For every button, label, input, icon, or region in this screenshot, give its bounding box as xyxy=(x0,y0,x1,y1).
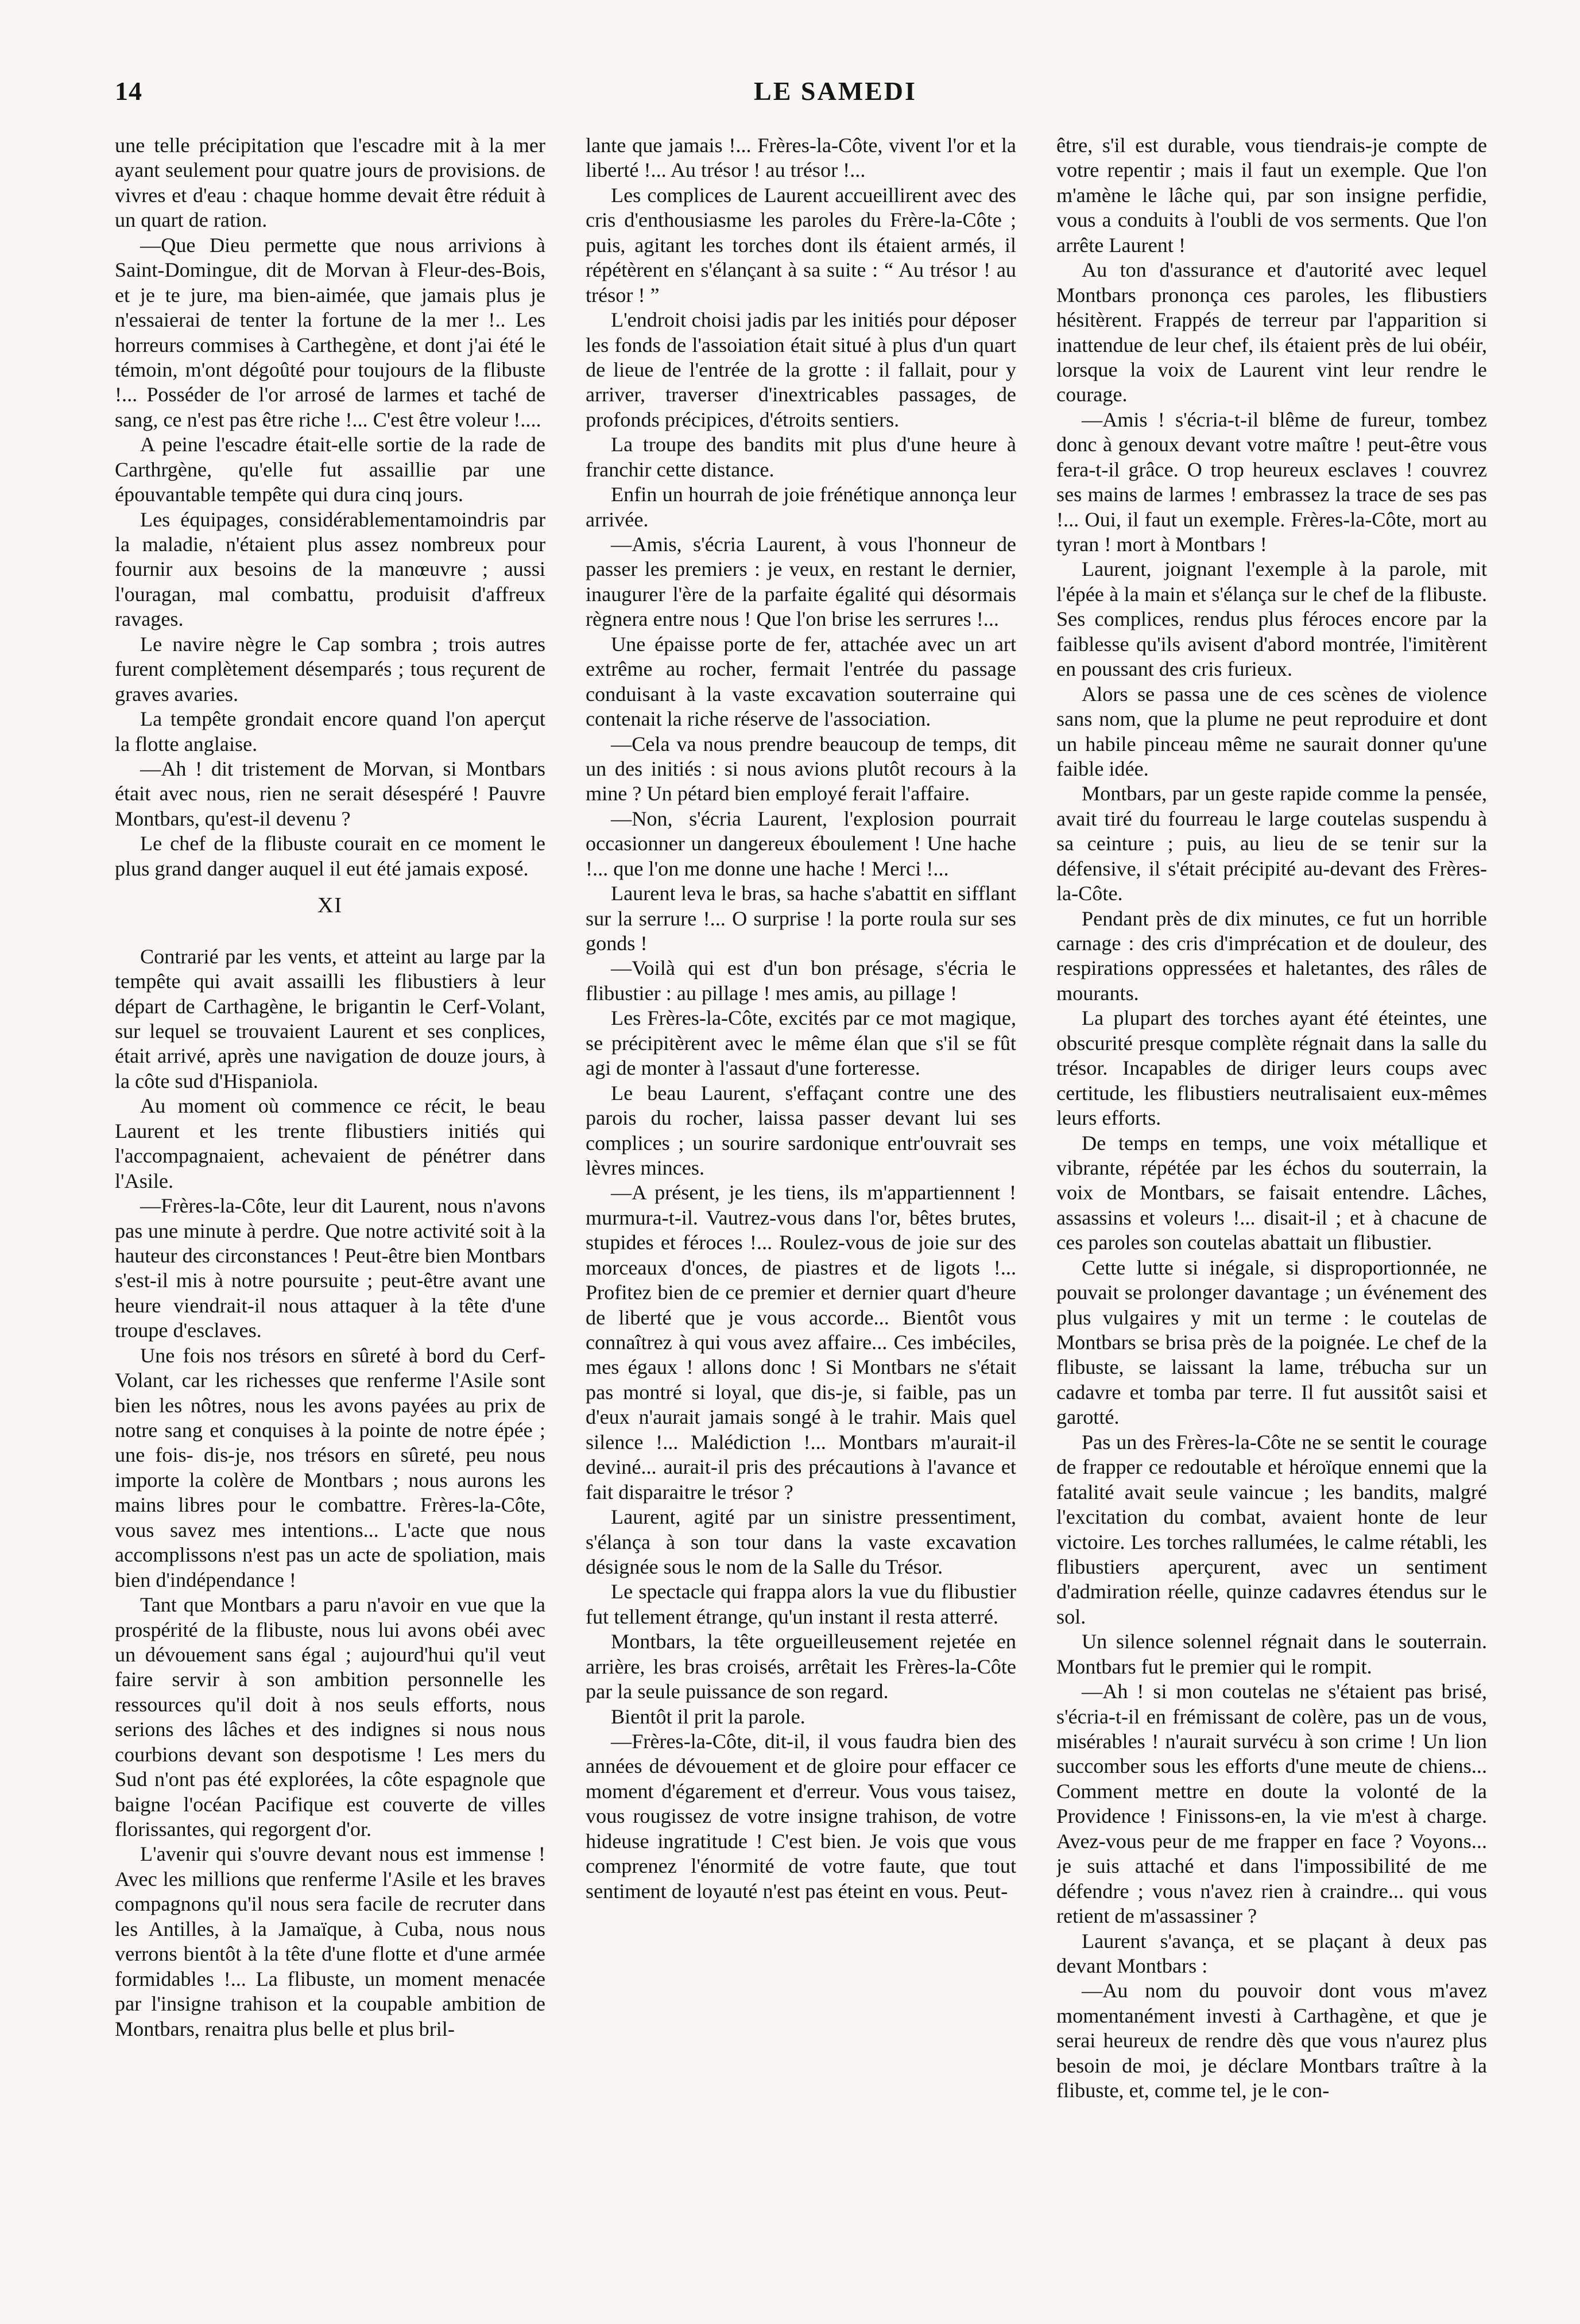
paragraph: Une fois nos trésors en sûreté à bord du Cerf-Volant, car les richesses que renferme l'Asile sont bien les nôtres, nous les avons payées au prix de notre sang et conquises à la pointe de notre épée ; une fois- dis-je, nos trésors en sûreté, peu nous importe la colère de Montbars ; nous aurons les mains libres pour le combattre. Frères-la-Côte, vous savez mes intentions... L'acte que nous accomplissons n'est pas un acte de spoliation, mais bien d'indépendance ! xyxy=(115,1343,545,1591)
paragraph: Les complices de Laurent accueillirent avec des cris d'enthousiasme les paroles du Frère-la-Côte ; puis, agitant les torches dont ils étaient armés, il répétèrent en s'élançant à sa suite : “ Au trésor ! au trésor ! ” xyxy=(586,183,1016,307)
paragraph: —Frères-la-Côte, leur dit Laurent, nous n'avons pas une minute à perdre. Que notre activité soit à la hauteur des circonstances ! Peut-être bien Montbars s'est-il mis à notre poursuite ; peut-être avant une heure viendrait-il nous attaquer à la tête d'une troupe d'esclaves. xyxy=(115,1194,545,1342)
paragraph: Le spectacle qui frappa alors la vue du flibustier fut tellement étrange, qu'un instant il resta atterré. xyxy=(586,1580,1016,1628)
paragraph: —Ah ! dit tristement de Morvan, si Montbars était avec nous, rien ne serait désespéré ! Pauvre Montbars, qu'est-il devenu ? xyxy=(115,757,545,830)
paragraph: Laurent, joignant l'exemple à la parole, mit l'épée à la main et s'élança sur le chef de la flibuste. Ses complices, rendus plus féroces encore par la faiblesse qu'ils avisent d'abord montrée, l'imitèrent en poussant des cris furieux. xyxy=(1056,557,1487,681)
paragraph: De temps en temps, une voix métallique et vibrante, répétée par les échos du souterrain, la voix de Montbars, se faisait entendre. Lâches, assassins et voleurs !... disait-il ; et à chacune de ces paroles son coutelas abattait un flibustier. xyxy=(1056,1131,1487,1254)
paragraph: —Ah ! si mon coutelas ne s'étaient pas brisé, s'écria-t-il en frémissant de colère, pas un de vous, misérables ! n'aurait survécu à son crime ! Un lion succomber sous les efforts d'une meute de chiens... Comment mettre en doute la volonté de la Providence ! Finissons-en, la vie m'est à charge. Avez-vous peur de me frapper en face ? Voyons... je suis attaché et dans l'impossibilité de me défendre ; vous n'avez rien à craindre... qui vous retient de m'assassiner ? xyxy=(1056,1680,1487,1928)
paragraph: —Au nom du pouvoir dont vous m'avez momentanément investi à Carthagène, et que je serai heureux de rendre dès que vous n'aurez plus besoin de moi, je déclare Montbars traître à la flibuste, et, comme tel, je le con- xyxy=(1056,1979,1487,2102)
paragraph: L'avenir qui s'ouvre devant nous est immense ! Avec les millions que renferme l'Asile et les braves compagnons qu'il nous sera facile de recruter dans les Antilles, à la Jamaïque, à Cuba, nous nous verrons bientôt à la tête d'une flotte et d'une armée formidables !... La flibuste, un moment menacée par l'insigne trahison et la coupable ambition de Montbars, renaitra plus belle et plus bril- xyxy=(115,1842,545,2040)
paragraph: Le navire nègre le Cap sombra ; trois autres furent complètement désemparés ; tous reçurent de graves avaries. xyxy=(115,632,545,706)
paragraph: A peine l'escadre était-elle sortie de la rade de Carthrgène, qu'elle fut assaillie par une épouvantable tempête qui dura cinq jours. xyxy=(115,433,545,506)
paragraph: Laurent leva le bras, sa hache s'abattit en sifflant sur la serrure !... O surprise ! la porte roula sur ses gonds ! xyxy=(586,882,1016,955)
paragraph: —Non, s'écria Laurent, l'explosion pourrait occasionner un dangereux éboulement ! Une hache !... que l'on me donne une hache ! Merci !... xyxy=(586,807,1016,880)
paragraph: La tempête grondait encore quand l'on aperçut la flotte anglaise. xyxy=(115,707,545,756)
paragraph: Montbars, par un geste rapide comme la pensée, avait tiré du fourreau le large coutelas suspendu à sa ceinture ; puis, au lieu de se tenir sur la défensive, il s'était précipité au-devant des Frères-la-Côte. xyxy=(1056,782,1487,905)
chapter-heading: XI xyxy=(317,893,343,918)
paragraph: Laurent, agité par un sinistre pressentiment, s'élança à son tour dans la vaste excavation désignée sous le nom de la Salle du Trésor. xyxy=(586,1505,1016,1578)
paragraph: —Amis ! s'écria-t-il blême de fureur, tombez donc à genoux devant votre maître ! peut-être vous fera-t-il grâce. O trop heureux esclaves ! couvrez ses mains de larmes ! embrassez la trace de ses pas !... Oui, il faut un exemple. Frères-la-Côte, mort au tyran ! mort à Montbars ! xyxy=(1056,408,1487,556)
text-column-1 xyxy=(115,133,545,2303)
paragraph: Une épaisse porte de fer, attachée avec un art extrême au rocher, fermait l'entrée du passage conduisant à la vaste excavation souterraine qui contenait la riche réserve de l'association. xyxy=(586,632,1016,731)
paragraph: Un silence solennel régnait dans le souterrain. Montbars fut le premier qui le rompit. xyxy=(1056,1630,1487,1678)
paragraph: Bientôt il prit la parole. xyxy=(611,1705,806,1728)
paragraph: Alors se passa une de ces scènes de violence sans nom, que la plume ne peut reproduire et dont un habile pinceau même ne saurait donner qu'une faible idée. xyxy=(1056,682,1487,780)
paragraph: Pendant près de dix minutes, ce fut un horrible carnage : des cris d'imprécation et de douleur, des respirations oppressées et haletantes, des râles de mourants. xyxy=(1056,907,1487,1005)
page-header xyxy=(115,76,1487,118)
paragraph: —Que Dieu permette que nous arrivions à Saint-Domingue, dit de Morvan à Fleur-des-Bois, et je te jure, ma bien-aimée, que jamais plus je n'essaierai de tenter la fortune de la mer !.. Les horreurs commises à Carthegène, et dont j'ai été le témoin, m'ont dégoûté pour toujours de la flibuste !... Posséder de l'or arrosé de larmes et taché de sang, ce n'est pas être riche !... C'est être voleur !.... xyxy=(115,233,545,431)
paragraph: —Voilà qui est d'un bon présage, s'écria le flibustier : au pillage ! mes amis, au pillage ! xyxy=(586,956,1016,1005)
paragraph: Au ton d'assurance et d'autorité avec lequel Montbars prononça ces paroles, les flibustiers hésitèrent. Frappés de terreur par l'apparition si inattendue de leur chef, ils étaient près de lui obéir, lorsque la voix de Laurent vint leur rendre le courage. xyxy=(1056,258,1487,406)
paragraph: lante que jamais !... Frères-la-Côte, vivent l'or et la liberté !... Au trésor ! au trésor !... xyxy=(586,134,1016,182)
paragraph: Cette lutte si inégale, si disproportionnée, ne pouvait se prolonger davantage ; un événement des plus vulgaires y mit un terme : le coutelas de Montbars se brisa près de la poignée. Le chef de la flibuste, se laissant la lame, trébucha sur un cadavre et tomba par terre. Il fut aussitôt saisi et garotté. xyxy=(1056,1256,1487,1429)
article-body xyxy=(115,133,1487,2303)
paragraph: Enfin un hourrah de joie frénétique annonça leur arrivée. xyxy=(586,483,1016,531)
paragraph: L'endroit choisi jadis par les initiés pour déposer les fonds de l'assoiation était situé à plus d'un quart de lieue de l'entrée de la grotte : il fallait, pour y arriver, traverser d'inextricables passages, de profonds précipices, d'étroits sentiers. xyxy=(586,308,1016,431)
paragraph: Au moment où commence ce récit, le beau Laurent et les trente flibustiers initiés qui l'accompagnaient, achevaient de pénétrer dans l'Asile. xyxy=(115,1094,545,1192)
paragraph: La plupart des torches ayant été éteintes, une obscurité presque complète régnait dans la salle du trésor. Incapables de diriger leurs coups avec certitude, les flibustiers neutralisaient eux-mêmes leurs efforts. xyxy=(1056,1006,1487,1130)
paragraph: —Cela va nous prendre beaucoup de temps, dit un des initiés : si nous avions plutôt recours à la mine ? Un pétard bien employé ferait l'affaire. xyxy=(586,732,1016,805)
paragraph: —Frères-la-Côte, dit-il, il vous faudra bien des années de dévouement et de gloire pour effacer ce moment d'égarement et d'erreur. Vous vous taisez, vous rougissez de votre insigne trahison, de votre hideuse ingratitude ! C'est bien. Je vois que vous comprenez l'énormité de votre faute, que tout sentiment de loyauté n'est pas éteint en vous. Peut- xyxy=(586,1730,1016,1903)
paragraph: Le chef de la flibuste courait en ce moment le plus grand danger auquel il eut été jamais exposé. xyxy=(115,832,545,880)
paragraph: La troupe des bandits mit plus d'une heure à franchir cette distance. xyxy=(586,433,1016,481)
paragraph: Laurent s'avança, et se plaçant à deux pas devant Montbars : xyxy=(1056,1929,1487,1977)
journal-title: LE SAMEDI xyxy=(754,76,917,106)
paragraph: Les Frères-la-Côte, excités par ce mot magique, se précipitèrent avec le même élan que s'il se fût agi de monter à l'assaut d'une forteresse. xyxy=(586,1006,1016,1080)
paragraph: Tant que Montbars a paru n'avoir en vue que la prospérité de la flibuste, nous lui avons obéi avec un dévouement sans égal ; aujourd'hui qu'il veut faire servir à son ambition personnelle les ressources qu'il doit à nos seuls efforts, nous serions des lâches et des indignes si nous nous courbions devant son despotisme ! Les mers du Sud n'ont pas été explorées, la côte espagnole que baigne l'océan Pacifique est couverte de villes florissantes, qui regorgent d'or. xyxy=(115,1593,545,1841)
text-column-2 xyxy=(586,133,1016,2303)
paragraph: —Amis, s'écria Laurent, à vous l'honneur de passer les premiers : je veux, en restant le dernier, inaugurer l'ère de la parfaite égalité qui désormais règnera entre nous ! Que l'on brise les serrures !... xyxy=(586,533,1016,631)
paragraph: Montbars, la tête orgueilleusement rejetée en arrière, les bras croisés, arrêtait les Frères-la-Côte par la seule puissance de son regard. xyxy=(586,1630,1016,1703)
paragraph: Contrarié par les vents, et atteint au large par la tempête qui avait assailli les flibustiers à leur départ de Carthagène, le brigantin le Cerf-Volant, sur lequel se trouvaient Laurent et ses conplices, était arrivé, après une navigation de douze jours, à la côte sud d'Hispaniola. xyxy=(115,944,545,1093)
paragraph: Pas un des Frères-la-Côte ne se sentit le courage de frapper ce redoutable et héroïque ennemi que la fatalité avait seule vaincue ; les bandits, malgré l'excitation du combat, avaient honte de leur victoire. Les torches rallumées, le calme rétabli, les flibustiers aperçurent, avec un sentiment d'admiration réelle, quinze cadavres étendus sur le sol. xyxy=(1056,1430,1487,1628)
paragraph: Le beau Laurent, s'effaçant contre une des parois du rocher, laissa passer devant lui ses complices ; un sourire sardonique entr'ouvrait ses lèvres minces. xyxy=(586,1081,1016,1179)
paragraph: une telle précipitation que l'escadre mit à la mer ayant seulement pour quatre jours de provisions. de vivres et d'eau : chaque homme devait être réduit à un quart de ration. xyxy=(115,134,545,232)
paragraph: —A présent, je les tiens, ils m'appartiennent ! murmura-t-il. Vautrez-vous dans l'or, bêtes brutes, stupides et féroces !... Roulez-vous de joie sur des morceaux d'onces, de piastres et de ligots !... Profitez bien de ce premier et dernier quart d'heure de liberté que je vous accorde... Bientôt vous connaîtrez à qui vous avez affaire... Ces imbéciles, mes égaux ! allons donc ! Si Montbars ne s'était pas montré si loyal, que dis-je, si faible, pas un d'eux n'aurait jamais songé à le trahir. Mais quel silence !... Malédiction !... Montbars m'aurait-il deviné... aurait-il pris des précautions à l'avance et fait disparaitre le trésor ? xyxy=(586,1181,1016,1504)
paragraph: Les équipages, considérablementamoindris par la maladie, n'étaient plus assez nombreux pour fournir aux besoins de la manœuvre ; aussi l'ouragan, mal combattu, produisit d'affreux ravages. xyxy=(115,508,545,631)
paragraph: être, s'il est durable, vous tiendrais-je compte de votre repentir ; mais il faut un exemple. Que l'on m'amène le lâche qui, par son insigne perfidie, vous a conduits à l'oubli de vos serments. Que l'on arrête Laurent ! xyxy=(1056,134,1487,257)
text-column-3 xyxy=(1056,133,1487,2303)
page-number: 14 xyxy=(115,76,142,106)
